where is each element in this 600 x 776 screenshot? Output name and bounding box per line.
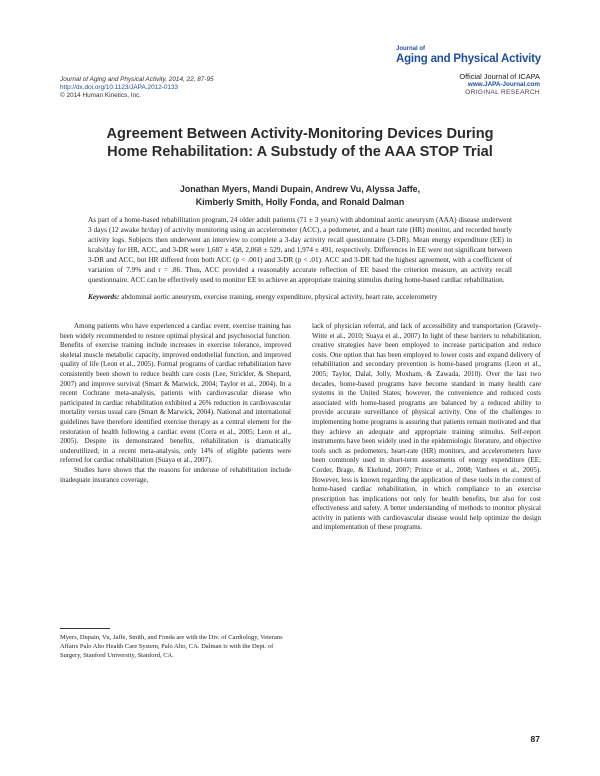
keywords — [88, 292, 512, 302]
journal-logo — [396, 46, 546, 65]
body-column-left — [60, 322, 291, 485]
journal-of-label: Journal of — [396, 46, 426, 52]
body-paragraph: lack of physician referral, and lack of accessibility and transportation (Gravely-Witte et al., 2010; Suaya et al., 2007) In light of these barriers to rehabilitation, creative strategies have been employed to increase participation and reduce costs. One option that has been employed to lower costs and expand delivery of rehabilitation and secondary prevention is home-based programs (Leon et al., 2005; Taylor, Dalal, Jolly, Moxham, & Zawada, 2010). Over the last two decades, home-based programs have become standard in many health care systems in the United States; however, the convenience and reduced costs associated with home-based programs are balanced by a reduced ability to provide accurate surveillance of physical activity. One of the challenges to implementing home programs is assuring that patients remain motivated and that they achieve an adequate and appropriate training stimulus. Self-report instruments have been widely used in the epidemiologic literature, and objective tools such as pedometers, heart-rate (HR) monitors, and accelerometers have been commonly used in short-term assessments of energy expenditure (EE; Corder, Brage, & Ekelund, 2007; Prince et al., 2008; Vanhees et al., 2005). However, less is known regarding the application of these tools in the context of home-based cardiac rehabilitation, in which compliance to an exercise prescription has implications not only for health benefits, but also for cost effectiveness and safety. A better understanding of methods to monitor physical activity in patients with cardiovascular disease would help optimize the design and implementation of these programs. — [312, 322, 541, 532]
keywords-label: Keywords: — [88, 293, 120, 301]
body-paragraph: Among patients who have experienced a cardiac event, exercise training has been widely recommended to restore optimal physical and psychosocial function. Benefits of exercise training include increases in exercise tolerance, improved skeletal muscle metabolic capacity, improved endothelial function, and improved quality of life (Leon et al., 2005). Formal programs of cardiac rehabilitation have consistently been shown to reduce health care costs (Lee, Strickler, & Shepard, 2007) and improve survival (Smart & Marwick, 2004; Taylor et al., 2004). In a recent Cochrane meta-analysis, patients with cardiovascular disease who participated in cardiac rehabilitation exhibited a 26% reduction in cardiovascular mortality versus usual care (Smart & Marwick, 2004). National and international guidelines have therefore identified exercise therapy as a central element for the restoration of health following a cardiac event (Corra et al., 2005; Leon et al., 2005). Despite its demonstrated benefits, rehabilitation is dramatically underutilized; in a recent meta-analysis, only 14% of eligible patients were referred for cardiac rehabilitation (Suaya et al., 2007). — [60, 322, 291, 465]
title-line-2: Home Rehabilitation: A Substudy of the AAA STOP Trial — [107, 144, 493, 160]
journal-name: Aging and Physical Activity — [396, 53, 541, 65]
author-affiliations: Myers, Dupain, Vu, Jaffe, Smith, and Fonda are with the Div. of Cardiology, Veterans Affairs Palo Alto Health Care System, Palo Alto, CA. Dalman is with the Dept. of Surgery, Stanford University, Stanford, CA. — [60, 634, 283, 659]
authors-line-2: Kimberly Smith, Holly Fonda, and Ronald Dalman — [195, 197, 405, 207]
journal-website[interactable]: www.JAPA-Journal.com — [467, 81, 540, 88]
authors-line-1: Jonathan Myers, Mandi Dupain, Andrew Vu, Alyssa Jaffe, — [179, 184, 421, 194]
title-line-1: Agreement Between Activity-Monitoring Devices During — [106, 126, 494, 142]
keywords-text: abdominal aortic aneurysm, exercise training, energy expenditure, physical activity, heart rate, accelerometry — [119, 293, 438, 301]
body-column-right — [312, 322, 541, 533]
paper-title — [60, 125, 540, 161]
doi-link[interactable]: http://dx.doi.org/10.1123/JAPA.2012-0133 — [60, 83, 179, 91]
citation-block — [60, 76, 320, 99]
journal-info — [360, 72, 540, 97]
author-list — [60, 183, 540, 209]
article-type: ORIGINAL RESEARCH — [465, 89, 540, 96]
footnote-rule — [60, 628, 110, 629]
abstract: As part of a home-based rehabilitation program, 24 older adult patients (71 ± 3 years) with abdominal aortic aneurysm (AAA) disease underwent 3 days (12 awake hr/day) of activity monitoring using an accelerometer (ACC), a pedometer, and a heart rate (HR) monitor, and recorded hourly activity logs. Subjects then underwent an interview to complete a 3-day activity recall questionnaire (3-DR). Mean energy expenditure (EE) in kcals/day for HR, ACC, and 3-DR were 1,687 ± 458, 2,068 ± 529, and 1,974 ± 491, respectively. Differences in EE were not significant between 3-DR and ACC, but HR differed from both ACC (p < .001) and 3-DR (p < .01). ACC and 3-DR had the highest agreement, with a coefficient of variation of 7.9% and r = .86. Thus, ACC provided a reasonably accurate reflection of EE based the criterion measure, an activity recall questionnaire. ACC can be effectively used to monitor EE to achieve an appropriate training stimulus during home-based cardiac rehabilitation. — [88, 216, 512, 285]
copyright: © 2014 Human Kinetics, Inc. — [60, 91, 142, 99]
page-number: 87 — [530, 734, 540, 744]
body-paragraph: Studies have shown that the reasons for underuse of rehabilitation include inadequate insurance coverage, — [60, 465, 291, 484]
official-journal: Official Journal of ICAPA — [459, 72, 540, 81]
journal-citation: Journal of Aging and Physical Activity, 2014, 22, 87-95 — [60, 76, 214, 83]
